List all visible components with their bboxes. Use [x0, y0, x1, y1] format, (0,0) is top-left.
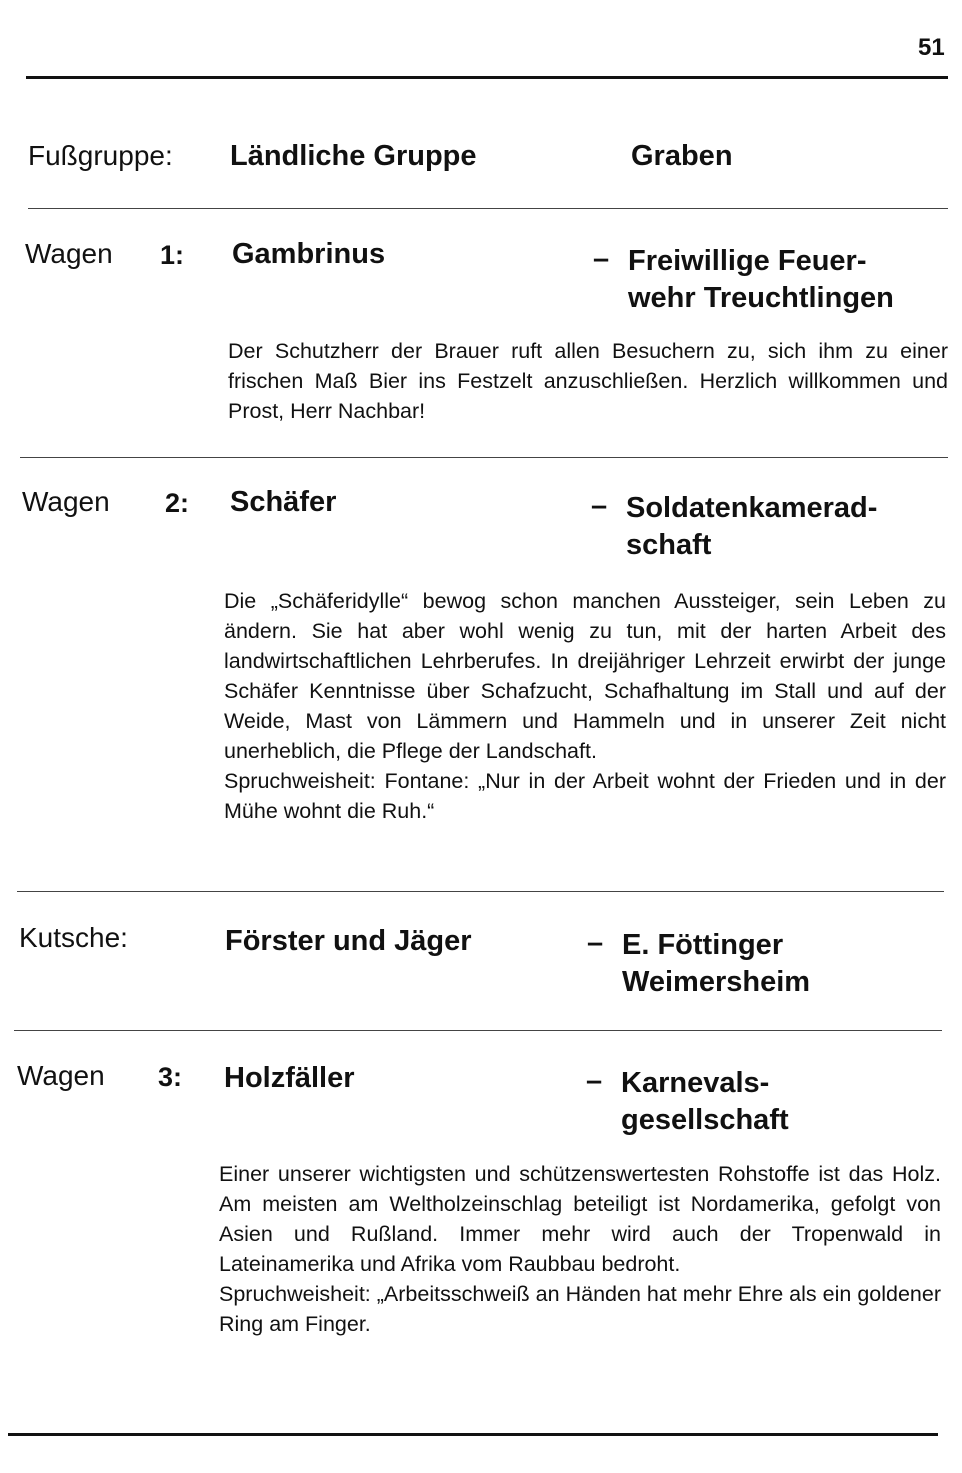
section-divider: [17, 891, 944, 892]
sponsor-line: Weimersheim: [622, 966, 811, 998]
entry-sponsor: [622, 927, 962, 1001]
bottom-rule: [8, 1433, 938, 1436]
entry-sponsor: [626, 490, 962, 564]
entry-dash: –: [593, 243, 610, 275]
entry-sponsor: [628, 243, 962, 317]
entry-dash: –: [586, 1065, 603, 1097]
entry-description: [228, 336, 948, 426]
section-divider: [28, 208, 948, 209]
group-label: Fußgruppe:: [28, 140, 173, 171]
entry-label: Wagen: [25, 238, 113, 269]
sponsor-line: Freiwillige Feuer-: [628, 245, 867, 277]
entry-title: Holzfäller: [224, 1062, 355, 1094]
sponsor-line: schaft: [626, 529, 712, 561]
page-number: 51: [918, 34, 945, 61]
entry-number: 3:: [158, 1062, 183, 1092]
description-paragraph: Spruchweisheit: „Arbeitsschweiß an Händen hat mehr Ehre als ein goldener Ring am Finger.: [219, 1282, 941, 1336]
description-paragraph: Die „Schäferidylle“ bewog schon manchen Aussteiger, sein Leben zu ändern. Sie hat aber wohl wenig zu tun, mit der harten Arbeit des landwirtschaftlichen Lehrberufes. In dreijähriger Lehrzeit erwirbt der junge Schäfer Kenntnisse über Schafzucht, Schafhaltung im Stall und auf der Weide, Mast von Lämmern und Hammeln und in unserer Zeit nicht unerheblich, die Pflege der Landschaft.: [224, 589, 946, 763]
sponsor-line: Soldatenkamerad-: [626, 492, 878, 524]
entry-title: Förster und Jäger: [225, 925, 472, 957]
section-divider: [14, 1030, 942, 1031]
section-divider: [20, 457, 948, 458]
description-paragraph: Der Schutzherr der Brauer ruft allen Besuchern zu, sich ihm zu einer frischen Maß Bier ins Festzelt anzuschließen. Herzlich willkommen und Prost, Herr Nachbar!: [228, 339, 948, 423]
sponsor-line: gesellschaft: [621, 1104, 789, 1136]
entry-label: Kutsche:: [19, 922, 128, 953]
entry-title: Gambrinus: [232, 238, 386, 270]
group-title: Ländliche Gruppe: [230, 140, 477, 172]
entry-label: Wagen: [17, 1060, 105, 1091]
sponsor-line: E. Föttinger: [622, 929, 784, 961]
entry-number: 1:: [160, 240, 185, 270]
entry-description: [219, 1159, 941, 1339]
group-place: Graben: [631, 140, 733, 172]
entry-title: Schäfer: [230, 486, 337, 518]
entry-dash: –: [591, 490, 608, 522]
sponsor-line: Karnevals-: [621, 1067, 770, 1099]
entry-number: 2:: [165, 488, 190, 518]
entry-dash: –: [587, 927, 604, 959]
entry-description: [224, 586, 946, 826]
description-paragraph: Spruchweisheit: Fontane: „Nur in der Arbeit wohnt der Frieden und in der Mühe wohnt die Ruh.“: [224, 769, 946, 823]
description-paragraph: Einer unserer wichtigsten und schützenswertesten Rohstoffe ist das Holz. Am meisten am Weltholzeinschlag beteiligt ist Nordamerika, gefolgt von Asien und Rußland. Immer mehr wird auch der Tropenwald in Lateinamerika und Afrika vom Raubbau bedroht.: [219, 1162, 941, 1276]
entry-sponsor: [621, 1065, 961, 1139]
entry-label: Wagen: [22, 486, 110, 517]
sponsor-line: wehr Treuchtlingen: [628, 282, 894, 314]
top-rule: [26, 76, 948, 79]
